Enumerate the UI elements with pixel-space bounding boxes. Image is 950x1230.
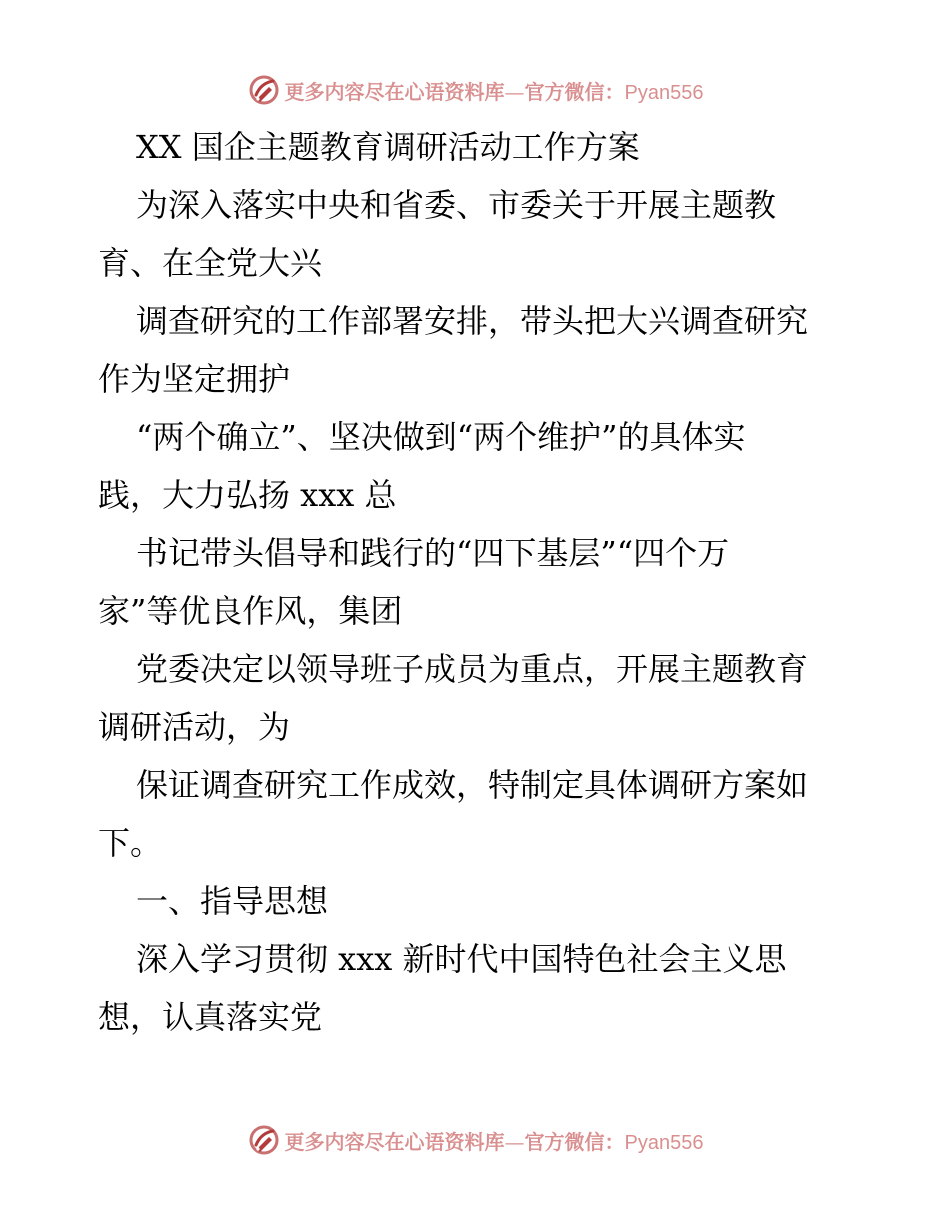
watermark-dash: — [504, 79, 525, 104]
text-line: 育、在全党大兴 [98, 244, 323, 282]
text-line: 想，认真落实党 [98, 998, 323, 1036]
document-title: XX 国企主题教育调研活动工作方案 [136, 128, 640, 166]
text-line: 书记带头倡导和践行的“四下基层”“四个万 [136, 534, 730, 572]
section-heading: 一、指导思想 [136, 882, 329, 920]
footer-watermark [0, 1120, 950, 1160]
pen-logo-icon [247, 73, 281, 107]
document-body [98, 118, 858, 1046]
text-line: 家”等优良作风，集团 [98, 592, 403, 630]
text-line: 保证调查研究工作成效，特制定具体调研方案如 [136, 766, 809, 804]
text-line: 作为坚定拥护 [98, 360, 291, 398]
text-line: 党委决定以领导班子成员为重点，开展主题教育 [136, 650, 809, 688]
text-line: 践，大力弘扬 xxx 总 [98, 476, 397, 514]
text-line: “两个确立”、坚决做到“两个维护”的具体实 [136, 418, 746, 456]
text-line: 调查研究的工作部署安排，带头把大兴调查研究 [136, 302, 809, 340]
pen-logo-icon [247, 1123, 281, 1157]
watermark-brand: Pyan556 [624, 81, 704, 104]
watermark-text [285, 76, 704, 105]
watermark-title: 更多内容尽在心语资料库 [284, 1129, 505, 1154]
watermark-brand: Pyan556 [624, 1131, 704, 1154]
header-watermark [0, 70, 950, 110]
text-line: 调研活动，为 [98, 708, 291, 746]
text-line: 为深入落实中央和省委、市委关于开展主题教 [136, 186, 777, 224]
watermark-label: 官方微信： [524, 1129, 625, 1154]
watermark-text [285, 1126, 704, 1155]
text-line: 下。 [98, 824, 163, 862]
watermark-dash: — [504, 1129, 525, 1154]
text-line: 深入学习贯彻 xxx 新时代中国特色社会主义思 [136, 940, 787, 978]
watermark-label: 官方微信： [524, 79, 625, 104]
watermark-title: 更多内容尽在心语资料库 [284, 79, 505, 104]
